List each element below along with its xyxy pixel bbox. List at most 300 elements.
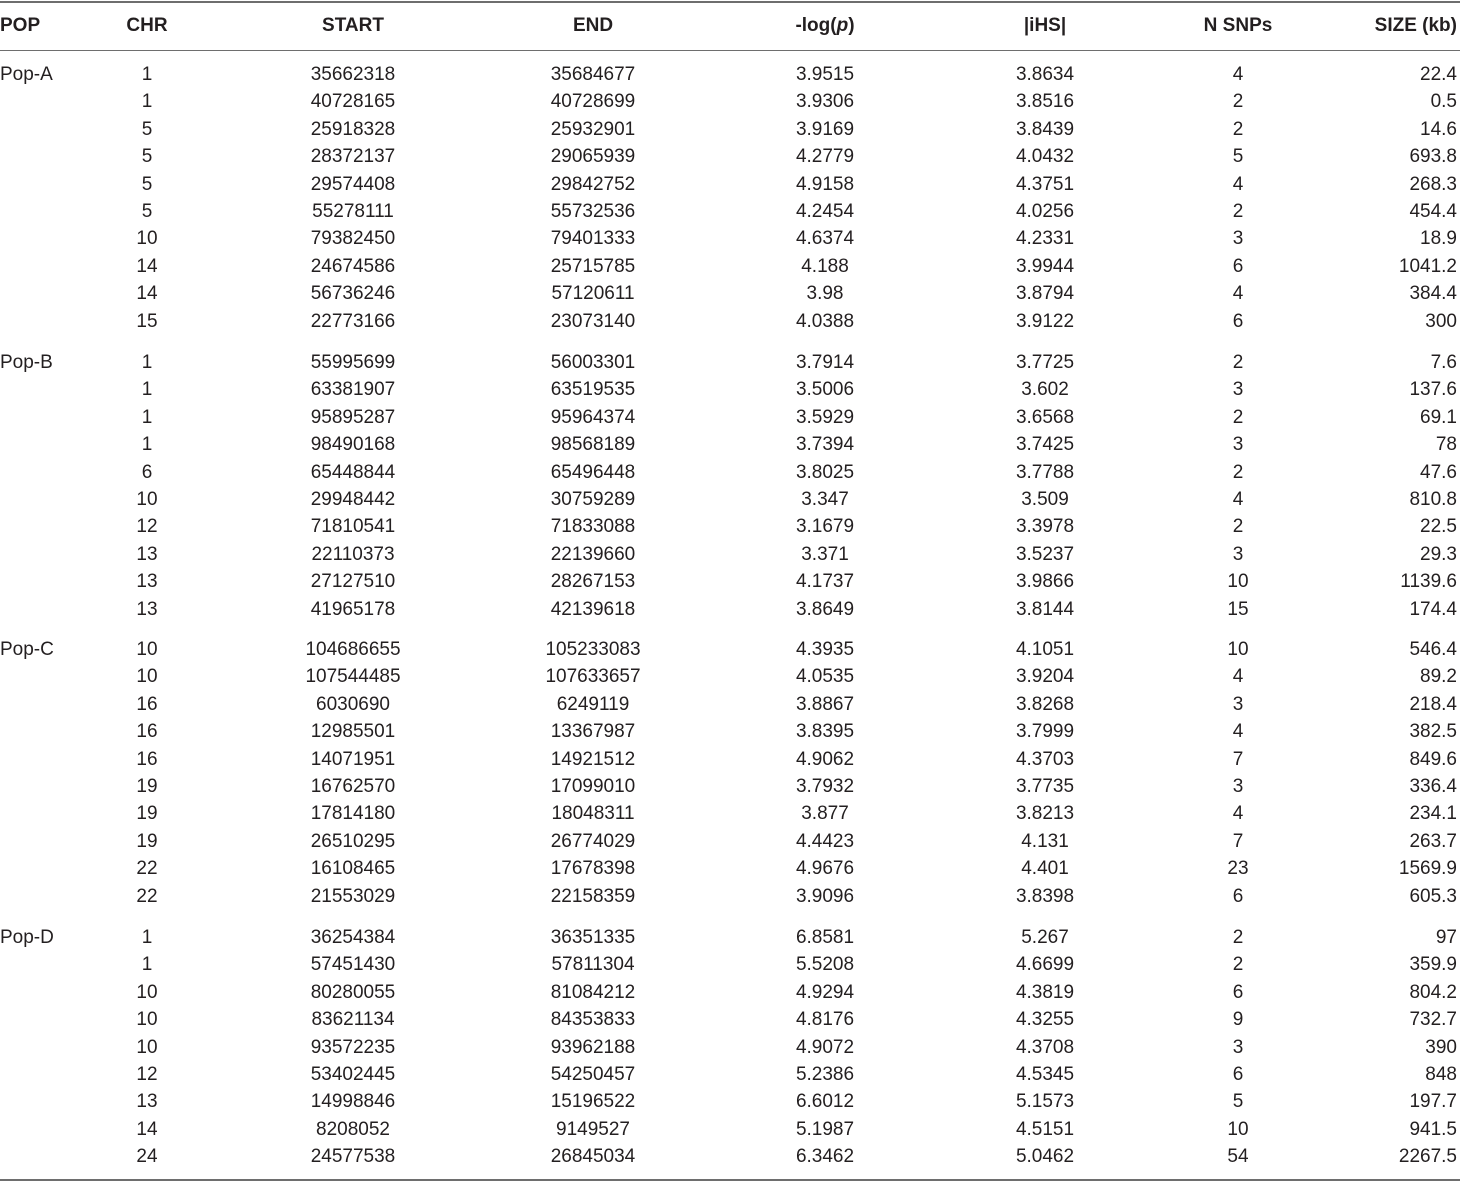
cell-size: 22.5 [1420,516,1457,538]
cell-chr: 13 [136,598,158,620]
cell-end: 93962188 [550,1036,636,1058]
cell-end: 18048311 [551,803,635,825]
cell-chr: 22 [136,885,158,907]
population-group [0,636,1460,910]
cell-end: 55732536 [550,200,636,222]
cell-nsnps: 4 [1232,666,1244,688]
table-row [0,308,1460,335]
cell-size: 137.6 [1409,379,1457,401]
header-logp [745,11,905,41]
cell-ihs: 4.0256 [1015,200,1075,222]
cell-ihs: 4.3703 [1015,748,1075,770]
cell-chr: 24 [136,1146,158,1168]
cell-ihs: 3.7725 [1015,352,1075,373]
cell-start: 79382450 [310,228,396,250]
cell-ihs: 3.8439 [1015,118,1075,140]
cell-ihs: 3.5237 [1015,543,1075,565]
cell-start: 80280055 [310,981,396,1003]
cell-ihs: 4.3708 [1015,1036,1075,1058]
table-row [0,1116,1460,1143]
cell-ihs: 4.6699 [1015,954,1075,976]
cell-ihs: 3.7425 [1015,434,1075,456]
cell-ihs: 3.9866 [1015,571,1075,593]
cell-end: 26845034 [550,1146,636,1168]
header-logp-var: p [836,15,849,36]
table-row [0,924,1460,951]
cell-nsnps: 23 [1227,858,1249,880]
cell-logp: 4.188 [801,255,849,277]
table-header-row [0,11,1460,41]
cell-nsnps: 6 [1232,255,1244,277]
cell-start: 95895287 [310,406,396,428]
cell-chr: 5 [141,146,153,168]
table-header-rule [0,50,1460,51]
cell-nsnps: 4 [1232,283,1244,305]
cell-logp: 4.9062 [795,748,855,770]
table-row [0,746,1460,773]
cell-logp: 3.8649 [795,598,855,620]
cell-nsnps: 6 [1232,1063,1244,1085]
cell-logp: 3.8025 [795,461,855,483]
table-row [0,663,1460,690]
cell-nsnps: 10 [1227,571,1249,593]
cell-size: 300 [1425,310,1457,332]
cell-ihs: 3.9204 [1015,666,1075,688]
cell-ihs: 3.8398 [1015,885,1075,907]
cell-chr: 1 [141,927,153,948]
cell-logp: 3.7914 [795,352,855,373]
table-row [0,773,1460,800]
cell-end: 98568189 [550,434,636,456]
cell-chr: 12 [136,516,158,538]
cell-end: 65496448 [550,461,636,483]
cell-nsnps: 3 [1232,1036,1244,1058]
cell-size: 454.4 [1409,200,1457,222]
cell-logp: 4.2454 [795,200,855,222]
cell-logp: 4.0535 [795,666,855,688]
cell-end: 95964374 [550,406,636,428]
cell-chr: 19 [136,803,158,825]
table-row [0,979,1460,1006]
cell-ihs: 4.0432 [1015,146,1075,168]
cell-logp: 3.9515 [795,64,855,85]
table-row [0,718,1460,745]
cell-size: 197.7 [1409,1091,1457,1113]
cell-nsnps: 3 [1232,775,1244,797]
cell-end: 22158359 [550,885,636,907]
cell-ihs: 4.3255 [1015,1009,1075,1031]
cell-end: 57120611 [551,283,635,305]
cell-logp: 3.5929 [795,406,855,428]
cell-ihs: 3.7788 [1015,461,1075,483]
cell-logp: 4.0388 [795,310,855,332]
cell-size: 7.6 [1430,352,1457,373]
cell-ihs: 4.2331 [1015,228,1075,250]
cell-end: 56003301 [550,352,636,373]
cell-logp: 6.3462 [795,1146,855,1168]
cell-size: 1041.2 [1398,255,1457,277]
cell-chr: 13 [136,571,158,593]
cell-end: 40728699 [550,91,636,113]
header-nsnps: N SNPs [1203,15,1273,36]
cell-ihs: 4.5345 [1015,1063,1075,1085]
cell-start: 83621134 [311,1009,395,1031]
cell-start: 6030690 [316,693,390,715]
cell-start: 56736246 [310,283,396,305]
cell-size: 0.5 [1430,91,1457,113]
cell-size: 605.3 [1409,885,1457,907]
cell-chr: 10 [136,981,158,1003]
cell-ihs: 3.8144 [1015,598,1075,620]
cell-end: 79401333 [550,228,636,250]
cell-ihs: 3.8268 [1015,693,1075,715]
cell-logp: 3.347 [801,488,849,510]
cell-end: 35684677 [550,64,636,85]
cell-logp: 3.8867 [795,693,855,715]
cell-logp: 4.4423 [795,830,855,852]
cell-nsnps: 15 [1227,598,1249,620]
pop-label: Pop-B [0,352,53,373]
cell-size: 97 [1435,927,1457,948]
cell-start: 24674586 [310,255,396,277]
cell-ihs: 3.509 [1021,488,1069,510]
cell-end: 107633657 [545,666,641,688]
table-row [0,1006,1460,1033]
cell-start: 21553029 [310,885,396,907]
cell-ihs: 3.6568 [1015,406,1075,428]
cell-ihs: 3.7735 [1015,775,1075,797]
cell-size: 849.6 [1409,748,1457,770]
cell-chr: 5 [141,118,153,140]
header-logp-suffix: ) [848,15,855,36]
table-row [0,198,1460,225]
cell-nsnps: 4 [1232,488,1244,510]
cell-start: 26510295 [310,830,396,852]
table-row [0,431,1460,458]
cell-logp: 3.9306 [795,91,855,113]
cell-size: 218.4 [1409,693,1457,715]
table-row [0,828,1460,855]
cell-chr: 22 [136,858,158,880]
cell-chr: 16 [136,693,158,715]
cell-chr: 16 [136,721,158,743]
cell-size: 804.2 [1409,981,1457,1003]
cell-start: 29948442 [310,488,396,510]
cell-chr: 1 [141,406,153,428]
cell-ihs: 3.7999 [1015,721,1075,743]
cell-end: 29065939 [550,146,636,168]
cell-chr: 1 [141,64,153,85]
table-row [0,636,1460,663]
cell-chr: 19 [136,775,158,797]
table-row [0,1061,1460,1088]
cell-start: 57451430 [310,954,396,976]
cell-size: 359.9 [1409,954,1457,976]
cell-chr: 10 [136,488,158,510]
cell-start: 71810541 [310,516,396,538]
cell-logp: 4.8176 [795,1009,855,1031]
cell-chr: 1 [141,352,153,373]
cell-end: 25715785 [550,255,636,277]
cell-start: 8208052 [316,1118,390,1140]
cell-start: 29574408 [310,173,396,195]
cell-start: 93572235 [310,1036,396,1058]
cell-chr: 10 [136,639,158,660]
cell-logp: 3.371 [801,543,849,565]
cell-nsnps: 3 [1232,543,1244,565]
cell-chr: 10 [136,666,158,688]
cell-nsnps: 2 [1232,352,1244,373]
cell-ihs: 5.267 [1021,927,1069,948]
cell-end: 63519535 [550,379,636,401]
cell-logp: 4.9294 [795,981,855,1003]
cell-logp: 3.1679 [795,516,855,538]
cell-ihs: 4.401 [1021,858,1069,880]
table-row [0,143,1460,170]
cell-size: 390 [1425,1036,1457,1058]
cell-start: 24577538 [310,1146,396,1168]
cell-logp: 4.9158 [795,173,855,195]
table-bottom-rule [0,1179,1460,1181]
cell-size: 14.6 [1420,118,1457,140]
cell-logp: 3.5006 [795,379,855,401]
cell-end: 9149527 [556,1118,630,1140]
cell-start: 104686655 [305,639,401,660]
cell-start: 65448844 [310,461,396,483]
cell-end: 14921512 [550,748,636,770]
cell-logp: 5.5208 [795,954,855,976]
cell-nsnps: 2 [1232,118,1244,140]
cell-start: 14071951 [310,748,396,770]
cell-start: 28372137 [310,146,396,168]
table-row [0,541,1460,568]
cell-ihs: 4.131 [1021,830,1069,852]
cell-nsnps: 3 [1232,379,1244,401]
pop-label: Pop-C [0,639,54,660]
cell-end: 57811304 [551,954,635,976]
cell-nsnps: 10 [1227,1118,1249,1140]
cell-ihs: 4.1051 [1015,639,1075,660]
cell-start: 25918328 [310,118,396,140]
cell-end: 13367987 [550,721,636,743]
cell-start: 98490168 [310,434,396,456]
cell-ihs: 3.8794 [1015,283,1075,305]
cell-ihs: 3.8516 [1015,91,1075,113]
cell-end: 28267153 [550,571,636,593]
cell-end: 30759289 [550,488,636,510]
cell-nsnps: 5 [1232,1091,1244,1113]
cell-ihs: 5.1573 [1015,1091,1075,1113]
cell-end: 54250457 [550,1063,636,1085]
cell-size: 1569.9 [1398,858,1457,880]
cell-size: 47.6 [1420,461,1457,483]
cell-end: 17678398 [550,858,636,880]
cell-end: 25932901 [550,118,636,140]
cell-start: 17814180 [310,803,396,825]
cell-nsnps: 54 [1227,1146,1249,1168]
cell-nsnps: 3 [1232,434,1244,456]
cell-chr: 14 [136,255,158,277]
cell-start: 40728165 [310,91,396,113]
cell-logp: 4.9072 [795,1036,855,1058]
cell-nsnps: 6 [1232,981,1244,1003]
cell-size: 263.7 [1409,830,1457,852]
table-top-rule [0,1,1460,3]
cell-ihs: 3.8213 [1015,803,1075,825]
cell-chr: 10 [136,1036,158,1058]
cell-nsnps: 4 [1232,64,1244,85]
table-row [0,1034,1460,1061]
cell-start: 27127510 [310,571,396,593]
cell-start: 16762570 [310,775,396,797]
table-row [0,116,1460,143]
cell-ihs: 3.9944 [1015,255,1075,277]
cell-ihs: 4.5151 [1015,1118,1075,1140]
cell-ihs: 3.9122 [1015,310,1075,332]
cell-size: 848 [1425,1063,1457,1085]
header-logp-prefix: -log( [795,15,837,36]
cell-logp: 3.9169 [795,118,855,140]
header-start: START [322,15,384,36]
cell-end: 29842752 [550,173,636,195]
cell-chr: 19 [136,830,158,852]
cell-end: 42139618 [550,598,636,620]
cell-logp: 3.9096 [795,885,855,907]
table-row [0,486,1460,513]
cell-ihs: 5.0462 [1015,1146,1075,1168]
cell-start: 12985501 [310,721,396,743]
table-row [0,349,1460,376]
table-row [0,88,1460,115]
cell-nsnps: 7 [1232,830,1244,852]
cell-start: 16108465 [310,858,396,880]
cell-size: 22.4 [1420,64,1457,85]
cell-start: 63381907 [310,379,396,401]
cell-nsnps: 6 [1232,885,1244,907]
cell-nsnps: 6 [1232,310,1244,332]
cell-start: 53402445 [310,1063,396,1085]
cell-end: 36351335 [550,927,636,948]
cell-logp: 5.1987 [795,1118,855,1140]
cell-logp: 3.8395 [795,721,855,743]
cell-nsnps: 2 [1232,461,1244,483]
cell-logp: 6.6012 [795,1091,855,1113]
cell-end: 23073140 [550,310,636,332]
cell-size: 546.4 [1409,639,1457,660]
table-row [0,459,1460,486]
pop-label: Pop-D [0,927,54,948]
table-row [0,855,1460,882]
cell-size: 384.4 [1409,283,1457,305]
table-row [0,404,1460,431]
cell-nsnps: 2 [1232,516,1244,538]
cell-logp: 4.2779 [795,146,855,168]
cell-start: 14998846 [310,1091,396,1113]
cell-start: 107544485 [305,666,401,688]
table-row [0,800,1460,827]
cell-start: 55995699 [310,352,396,373]
cell-nsnps: 7 [1232,748,1244,770]
cell-start: 36254384 [310,927,396,948]
table-row [0,280,1460,307]
cell-size: 268.3 [1409,173,1457,195]
cell-logp: 3.877 [801,803,849,825]
cell-nsnps: 2 [1232,91,1244,113]
table-row [0,61,1460,88]
header-pop: POP [0,15,41,36]
cell-nsnps: 2 [1232,954,1244,976]
cell-chr: 1 [141,379,153,401]
cell-chr: 5 [141,200,153,222]
cell-chr: 15 [136,310,158,332]
header-size: SIZE (kb) [1374,15,1457,36]
cell-nsnps: 5 [1232,146,1244,168]
cell-nsnps: 4 [1232,173,1244,195]
cell-logp: 4.3935 [795,639,855,660]
cell-chr: 6 [141,461,153,483]
cell-size: 234.1 [1409,803,1457,825]
cell-nsnps: 2 [1232,406,1244,428]
cell-size: 336.4 [1409,775,1457,797]
cell-chr: 12 [136,1063,158,1085]
table-row [0,225,1460,252]
cell-size: 693.8 [1409,146,1457,168]
table-row [0,883,1460,910]
table-row [0,253,1460,280]
cell-end: 6249119 [556,693,630,715]
header-chr: CHR [126,15,168,36]
cell-end: 15196522 [550,1091,636,1113]
cell-chr: 14 [136,283,158,305]
cell-logp: 3.98 [806,283,844,305]
cell-size: 2267.5 [1398,1146,1457,1168]
cell-logp: 4.9676 [795,858,855,880]
table-row [0,568,1460,595]
cell-ihs: 3.602 [1021,379,1069,401]
cell-chr: 10 [136,1009,158,1031]
cell-nsnps: 2 [1232,927,1244,948]
cell-nsnps: 9 [1232,1009,1244,1031]
population-group [0,349,1460,623]
cell-size: 941.5 [1409,1118,1457,1140]
cell-nsnps: 3 [1232,693,1244,715]
cell-size: 89.2 [1420,666,1457,688]
cell-logp: 4.1737 [795,571,855,593]
table-row [0,1088,1460,1115]
cell-chr: 13 [136,543,158,565]
cell-size: 810.8 [1409,488,1457,510]
cell-start: 41965178 [310,598,396,620]
cell-chr: 16 [136,748,158,770]
cell-size: 18.9 [1420,228,1457,250]
cell-size: 732.7 [1409,1009,1457,1031]
cell-size: 382.5 [1409,721,1457,743]
cell-chr: 1 [141,91,153,113]
table-row [0,171,1460,198]
cell-logp: 5.2386 [795,1063,855,1085]
cell-size: 29.3 [1420,543,1457,565]
table-row [0,1143,1460,1170]
pop-label: Pop-A [0,64,53,85]
cell-end: 105233083 [545,639,641,660]
cell-nsnps: 2 [1232,200,1244,222]
cell-chr: 13 [136,1091,158,1113]
header-ihs: |iHS| [1023,15,1067,36]
cell-end: 81084212 [550,981,636,1003]
cell-ihs: 3.8634 [1015,64,1075,85]
cell-nsnps: 10 [1227,639,1249,660]
cell-nsnps: 4 [1232,803,1244,825]
